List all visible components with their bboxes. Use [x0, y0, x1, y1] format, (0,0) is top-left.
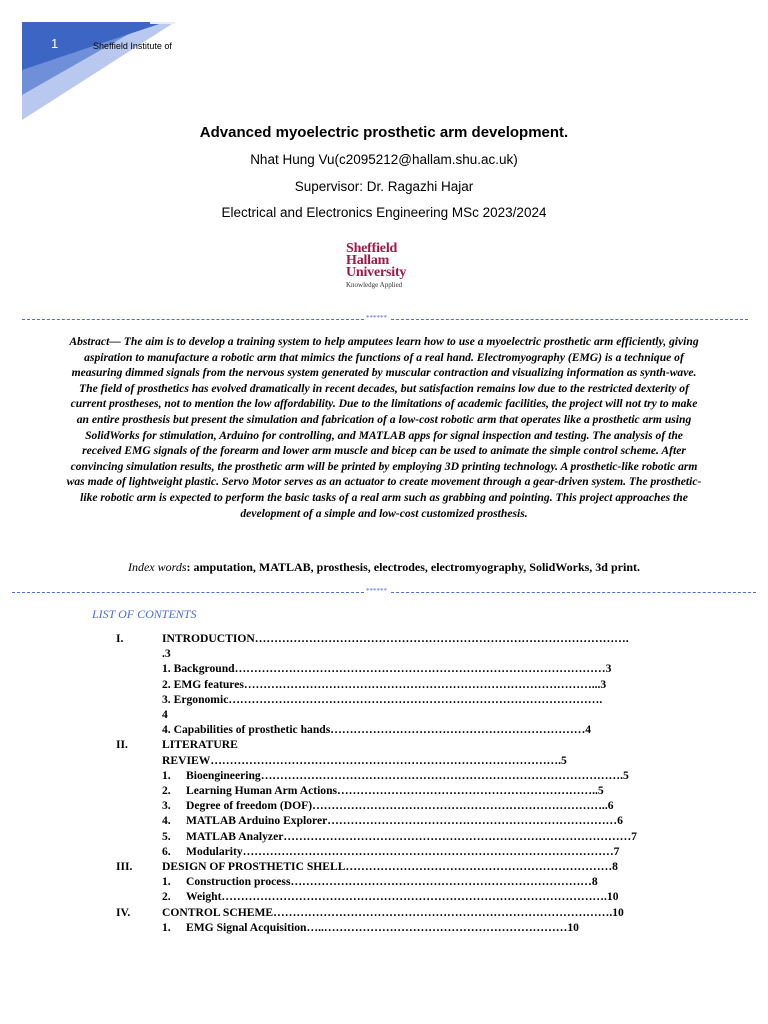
university-logo [346, 243, 426, 295]
toc-section-numeral: III. [116, 860, 133, 874]
toc-entry[interactable] [116, 859, 686, 874]
toc-subsection-number: 1. [162, 875, 171, 889]
toc-subsection-number: 1. [162, 920, 171, 934]
toc-entry-text: Bioengineering………………………………………………………………………………….5 [186, 768, 629, 782]
toc-entry[interactable] [116, 768, 686, 783]
abstract-paragraph: Abstract— The aim is to develop a training system to help amputees learn how to use a myoelectric prosthetic arm efficiently, giving aspiration to manufacture a robotic arm that mimics the functions of a real hand. Electromyography (EMG) is a technique of measuring dimmed signals from the nervous system generated by muscular contraction and visualizing information as synth-wave. The field of prosthetics has evolved dramatically in recent decades, but satisfaction remains low due to the restricted dexterity of current prostheses, not to mention the low affordability. Due to the limitations of academic facilities, the project will not try to make an entire prosthesis but present the simulation and fabrication of a low-cost robotic arm that operates like a prosthetic arm using SolidWorks for stimulation, Arduino for controlling, and MATLAB apps for signal inspection and testing. The analysis of the received EMG signals of the forearm and lower arm muscle and bicep can be used to animate the simple control scheme. After convincing simulation results, the prosthetic arm will be printed by employing 3D printing technology. A prosthetic-like robotic arm was made of lightweight plastic. Servo Motor serves as an actuator to create movement through a gear-driven system. The prosthetic-like robotic arm is expected to perform the basic tasks of a real arm such as grabbing and pointing. This project approaches the development of a simple and low-cost customized prosthesis. [66, 335, 702, 520]
toc-entry-text: REVIEW……………………………………………………………………………….5 [162, 753, 567, 767]
toc-entry[interactable] [116, 889, 686, 904]
toc-entry[interactable] [116, 874, 686, 889]
toc-subsection-number: 2. [162, 784, 171, 798]
toc-heading: LIST OF CONTENTS [92, 607, 197, 621]
logo-line-2: Hallam [346, 253, 390, 268]
toc-entry[interactable] [116, 783, 686, 798]
toc-entry-text: MATLAB Arduino Explorer…………………………………………………………………6 [186, 814, 623, 828]
divider-right-top [391, 319, 748, 320]
logo-tagline: Knowledge Applied [346, 281, 403, 289]
toc-entry-text: INTRODUCTION……………………………………………………………………………………. [162, 632, 629, 645]
table-of-contents [116, 631, 686, 935]
toc-entry[interactable] [116, 905, 686, 920]
divider-left-bottom [12, 592, 364, 593]
toc-subsection-number: 3. [162, 799, 171, 813]
divider-mark-top: ****** [366, 314, 387, 322]
supervisor-line: Supervisor: Dr. Ragazhi Hajar [294, 179, 474, 194]
toc-entry[interactable] [116, 798, 686, 813]
toc-entry[interactable] [116, 661, 686, 676]
toc-entry-text: 1. Background……………………………………………………………………………………3 [162, 662, 612, 676]
divider-right-bottom [391, 592, 756, 593]
toc-subsection-number: 5. [162, 829, 171, 843]
toc-section-numeral: I. [116, 632, 124, 645]
toc-entry[interactable] [116, 692, 686, 707]
toc-entry[interactable] [116, 813, 686, 828]
toc-entry-text: EMG Signal Acquisition…..………………………………………………………10 [186, 920, 579, 934]
toc-subsection-number: 1. [162, 768, 171, 782]
toc-entry-text: Modularity……………………………………………………………………………………7 [186, 844, 620, 858]
program-line: Electrical and Electronics Engineering MSc 2023/2024 [221, 205, 547, 220]
toc-entry[interactable] [116, 844, 686, 859]
toc-entry[interactable] [116, 707, 686, 722]
author-line: Nhat Hung Vu(c2095212@hallam.shu.ac.uk) [250, 152, 518, 167]
toc-entry[interactable] [116, 631, 686, 646]
toc-entry-text: LITERATURE [162, 738, 238, 752]
toc-entry-text: 3. Ergonomic……………………………………………………………………………………. [162, 692, 603, 706]
index-words [0, 560, 768, 575]
logo-line-3: University [346, 265, 407, 280]
toc-entry[interactable] [116, 829, 686, 844]
toc-entry-text: DESIGN OF PROSTHETIC SHELL……………………………………………………………8 [162, 860, 618, 874]
toc-entry-text: Weight……………………………………………………………………………………….10 [186, 890, 619, 904]
toc-entry[interactable] [116, 646, 686, 661]
toc-section-numeral: IV. [116, 905, 131, 919]
document-title: Advanced myoelectric prosthetic arm development. [199, 124, 569, 141]
toc-entry-text: 4 [162, 708, 168, 722]
toc-subsection-number: 2. [162, 890, 171, 904]
divider-left-top [22, 319, 364, 320]
toc-subsection-number: 6. [162, 844, 171, 858]
toc-entry[interactable] [116, 722, 686, 737]
toc-entry-text: CONTROL SCHEME…………………………………………………………………………….10 [162, 905, 624, 919]
logo-line-1: Sheffield [346, 241, 398, 256]
toc-entry-text: Degree of freedom (DOF)…………………………………………………………………..6 [186, 799, 614, 813]
toc-subsection-number: 4. [162, 814, 171, 828]
toc-entry[interactable] [116, 737, 686, 752]
index-words-label: Index words [127, 560, 187, 574]
toc-entry-text: .3 [162, 647, 171, 661]
divider-mark-bottom: ****** [366, 587, 387, 595]
toc-entry-text: Learning Human Arm Actions…………………………………………………………..5 [186, 784, 604, 798]
toc-entry-text: MATLAB Analyzer………………………………………………………………………………7 [186, 829, 637, 843]
toc-section-numeral: II. [116, 738, 128, 752]
header-banner-graphic [0, 0, 240, 130]
institute-label: Sheffield Institute of [93, 41, 172, 51]
toc-entry[interactable] [116, 753, 686, 768]
toc-entry[interactable] [116, 677, 686, 692]
toc-entry[interactable] [116, 920, 686, 935]
toc-entry-text: 2. EMG features………………………………………………………………………………...3 [162, 677, 607, 691]
toc-entry-text: Construction process……………………………………………………………………8 [186, 875, 598, 889]
toc-entry-text: 4. Capabilities of prosthetic hands…………………………………………………………4 [162, 723, 592, 737]
index-words-text: : amputation, MATLAB, prosthesis, electrodes, electromyography, SolidWorks, 3d print. [186, 560, 640, 574]
page-number: 1 [51, 36, 59, 51]
